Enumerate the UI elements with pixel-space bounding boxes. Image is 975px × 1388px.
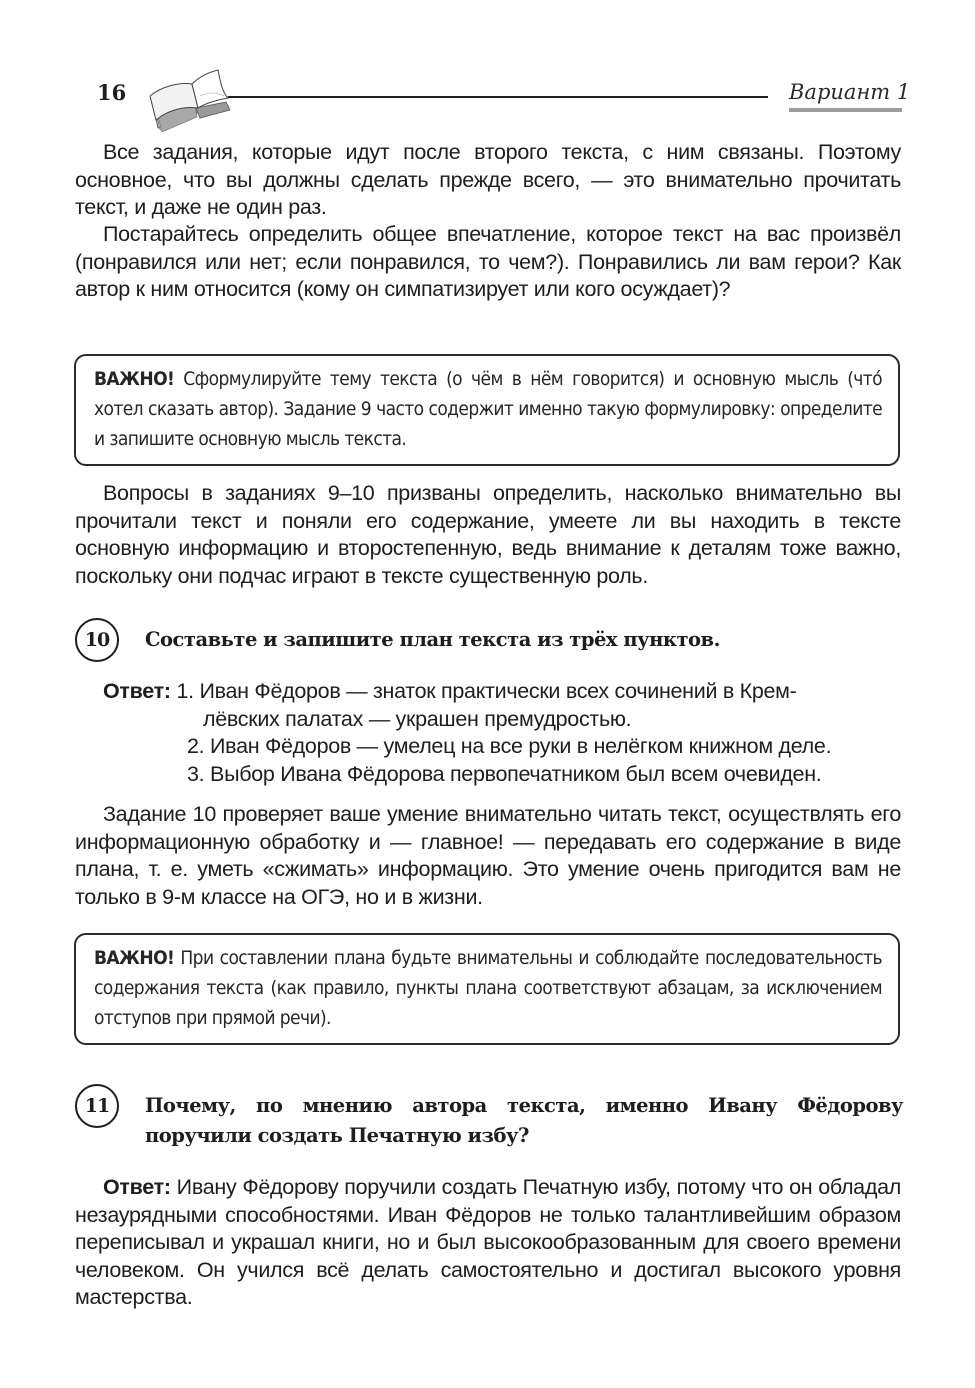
intro-paragraph-2 [75,221,901,304]
important-note-2 [74,933,900,1045]
task-10-explanation-text: Задание 10 проверяет ваше умение внимательно читать текст, осуществлять его информационную обработку и — главное! — передавать его содержание в виде плана, т. е. уметь «сжимать» информацию. Это умение очень пригодится вам не только в 9-м классе на ОГЭ, но и в жизни. [75,802,901,909]
task-title: Составьте и запишите план текста из трёх пунктов. [145,628,720,651]
task-number-badge: 10 [75,618,119,662]
important-note-text: Сформулируйте тему текста (о чём в нём говорится) и основную мысль (что́ хотел сказать автор). Задание 9 часто содержит именно такую формулировку: определите и запишите основную мысль текста. [94,368,882,450]
answer-item-2 [103,733,903,761]
task-10-explanation [75,801,901,911]
answer-item-text: Выбор Ивана Фёдорова первопечатником был всем очевиден. [210,761,822,786]
variant-title: Вариант 1 [789,80,911,104]
intro-paragraph-1 [75,139,901,222]
answer-item-text: Иван Фёдоров — знаток практически всех сочинений в Крем- [199,679,797,703]
answer-item-text: Иван Фёдоров — умелец на все руки в нелёгком книжном деле. [210,734,832,758]
answer-text: Ивану Фёдорову поручили создать Печатную избу, потому что он обладал незаурядными способностями. Иван Фёдоров не только талантливейшим образом переписывал и украшал книги, но и был высокообразованным для своего времени человеком. Он учился всё делать самостоятельно и достигал высокого уровня мастерства. [75,1175,901,1309]
answer-item-number: 3. [187,761,205,786]
open-book-icon [140,68,235,136]
intro-paragraph-2-text: Постарайтесь определить общее впечатление, которое текст на вас произвёл (понравился или нет; если понравился, то чем?). Понравились ли вам герои? Как автор к ним относится (кому он симпатизирует или кого осуждает)? [75,222,901,301]
intro-paragraph-1-text: Все задания, которые идут после второго текста, с ним связаны. Поэтому основное, что вы должны сделать прежде всего, — это внимательно прочитать текст, и даже не один раз. [75,140,901,219]
answer-item-1-continued [103,706,903,734]
page-number: 16 [97,80,127,105]
answer-item-text: лёвских палатах — украшен премудростью. [203,706,632,731]
important-note-text: При составлении плана будьте внимательны и соблюдайте последовательность содержания текста (как правило, пункты плана соответствуют абзацам, за исключением отступов при прямой речи). [94,947,882,1029]
important-label: ВАЖНО! [94,947,175,969]
important-label: ВАЖНО! [94,368,175,390]
task-10-answer [103,678,903,788]
answer-item-number: 2. [187,734,205,758]
answer-label: Ответ: [103,679,171,703]
variant-underline [789,108,902,112]
header-rule [228,96,768,98]
answer-item-number: 1. [176,679,194,703]
task-11-answer [75,1174,901,1312]
task-number-badge: 11 [75,1084,119,1128]
answer-item-1 [103,678,903,706]
page-header [0,0,975,140]
answer-item-3 [103,761,903,789]
tasks-9-10-paragraph [75,480,901,590]
tasks-9-10-text: Вопросы в заданиях 9–10 призваны определить, насколько внимательно вы прочитали текст и поняли его содержание, умеете ли вы находить в тексте основную информацию и второстепенную, ведь внимание к деталям тоже важно, поскольку они подчас играют в тексте существенную роль. [75,481,901,588]
task-title: Почему, по мнению автора текста, именно Ивану Фёдорову поручили создать Печатную избу? [145,1094,903,1147]
answer-label: Ответ: [103,1175,171,1199]
important-note-1 [74,354,900,466]
